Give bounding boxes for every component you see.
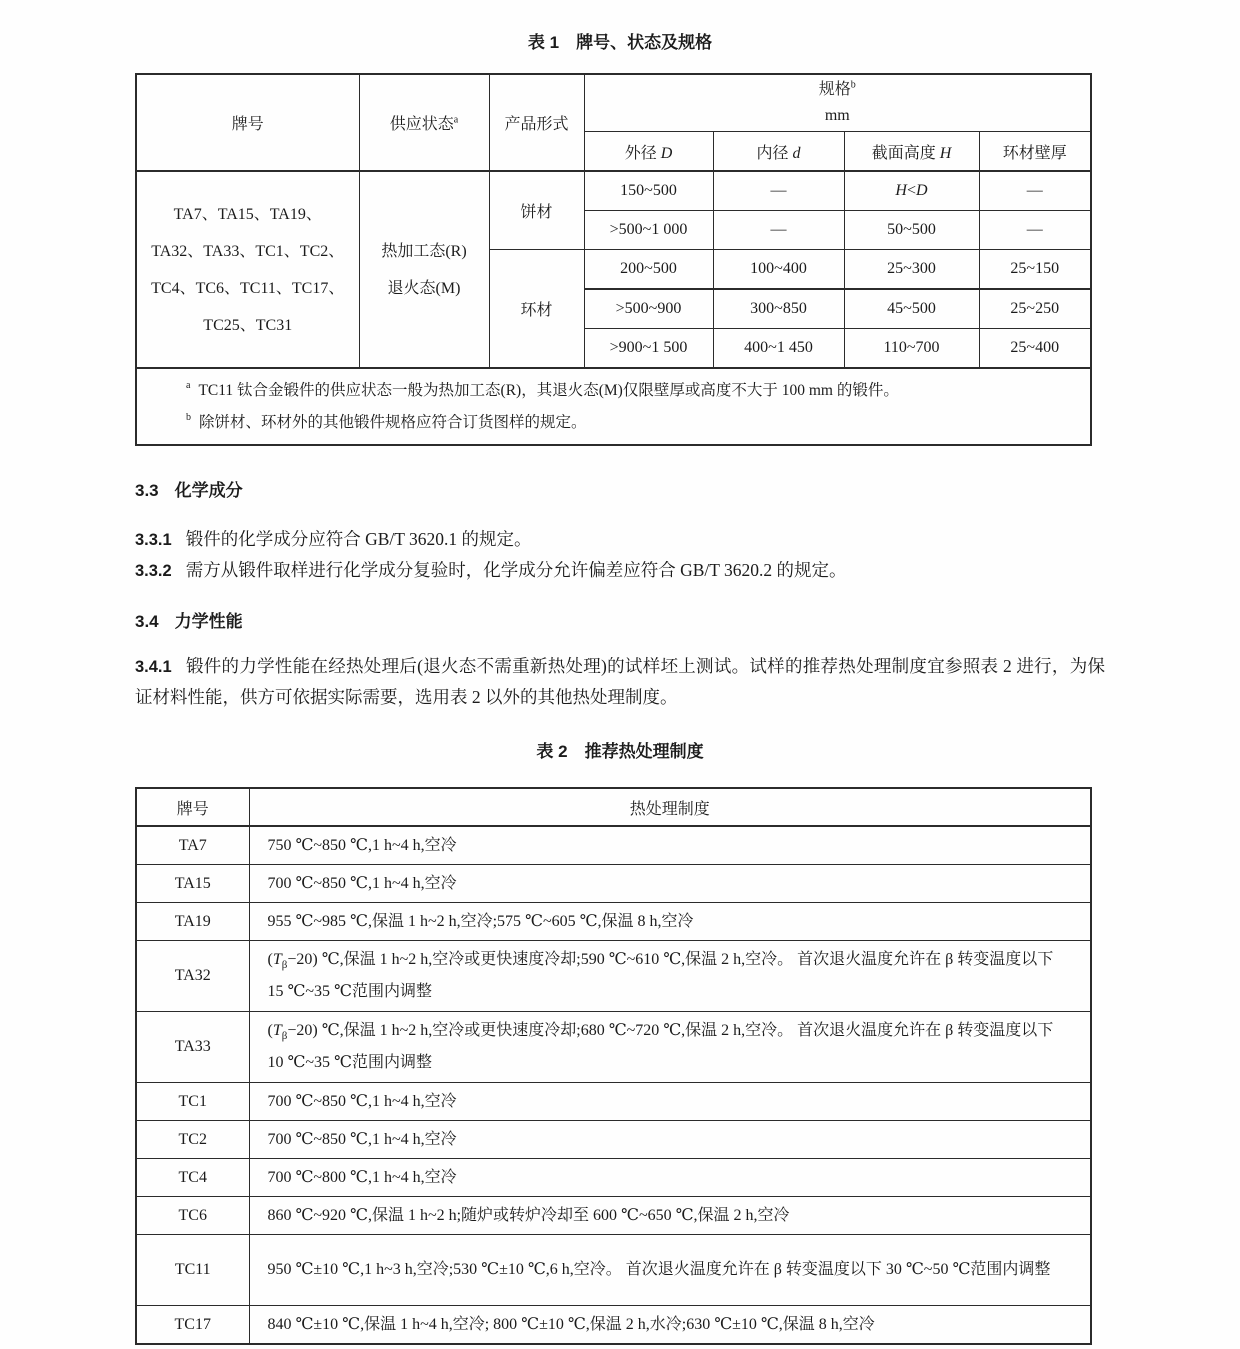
- data-cell: 110~700: [844, 329, 979, 369]
- clause-text: 锻件的力学性能在经热处理后(退火态不需重新热处理)的试样坯上测试。试样的推荐热处理制度宜参照表 2 进行，为保证材料性能，供方可依据实际需要，选用表 2 以外的其他热处理制度。: [135, 656, 1105, 707]
- grade-cell: TC11: [136, 1235, 249, 1306]
- t1-header-spec: [584, 74, 1091, 132]
- table1-footnotes-cell: [136, 368, 1091, 445]
- table-row: [136, 1083, 1091, 1121]
- t1-form-ring: 环材: [489, 250, 584, 369]
- clause-3-3-1: [135, 524, 1105, 555]
- regime-cell: 700 ℃~850 ℃,1 h~4 h,空冷: [249, 1083, 1091, 1121]
- regime-cell: 700 ℃~800 ℃,1 h~4 h,空冷: [249, 1159, 1091, 1197]
- footnote-marker: a: [186, 380, 191, 392]
- grade-cell: TA19: [136, 903, 249, 941]
- data-cell: 400~1 450: [713, 329, 844, 369]
- t1-form-disc: 饼材: [489, 171, 584, 250]
- data-cell: H<D: [844, 171, 979, 211]
- regime-cell: 860 ℃~920 ℃,保温 1 h~2 h;随炉或转炉冷却至 600 ℃~650 ℃,保温 2 h,空冷: [249, 1197, 1091, 1235]
- table-row: [136, 1306, 1091, 1345]
- table-row: [136, 1235, 1091, 1306]
- table-row: [136, 1012, 1091, 1083]
- data-cell: 300~850: [713, 289, 844, 329]
- regime-cell: 700 ℃~850 ℃,1 h~4 h,空冷: [249, 1121, 1091, 1159]
- t1-header-spec-unit: mm: [824, 107, 850, 124]
- table-row: [136, 1159, 1091, 1197]
- regime-cell: 840 ℃±10 ℃,保温 1 h~4 h,空冷; 800 ℃±10 ℃,保温 2 h,水冷;630 ℃±10 ℃,保温 8 h,空冷: [249, 1306, 1091, 1345]
- t1-header-product-form: 产品形式: [489, 74, 584, 171]
- clause-3-3-2: [135, 555, 1105, 586]
- t2-header-regime: 热处理制度: [249, 788, 1091, 826]
- section-3-3-heading: [135, 476, 243, 501]
- grade-cell: TA32: [136, 941, 249, 1012]
- data-cell: 200~500: [584, 250, 713, 290]
- section-title: 化学成分: [174, 481, 243, 500]
- data-cell: —: [979, 171, 1091, 211]
- grade-cell: TA7: [136, 826, 249, 865]
- footnote-text: TC11 钛合金锻件的供应状态一般为热加工态(R)，其退火态(M)仅限壁厚或高度不大于 100 mm 的锻件。: [198, 381, 899, 399]
- t2-header-grade: 牌号: [136, 788, 249, 826]
- clause-number: 3.3.2: [135, 562, 172, 580]
- table-row: [136, 1121, 1091, 1159]
- t1-header-grade: 牌号: [136, 74, 359, 171]
- data-cell: 45~500: [844, 289, 979, 329]
- data-cell: 150~500: [584, 171, 713, 211]
- grade-cell: TC17: [136, 1306, 249, 1345]
- data-cell: 25~250: [979, 289, 1091, 329]
- t1-header-spec-label: 规格$^b$: [818, 79, 856, 98]
- data-cell: —: [713, 171, 844, 211]
- data-cell: 50~500: [844, 211, 979, 250]
- table2: [135, 787, 1092, 1345]
- clause-number: 3.3.1: [135, 531, 172, 549]
- t1-header-section-height: 截面高度 H: [844, 132, 979, 172]
- clause-3-4-1: [135, 651, 1105, 712]
- table1: [135, 73, 1092, 446]
- regime-cell: 750 ℃~850 ℃,1 h~4 h,空冷: [249, 826, 1091, 865]
- table-row: [136, 826, 1091, 865]
- regime-cell: 955 ℃~985 ℃,保温 1 h~2 h,空冷;575 ℃~605 ℃,保温 8 h,空冷: [249, 903, 1091, 941]
- data-cell: —: [979, 211, 1091, 250]
- footnote-b: [141, 407, 1086, 439]
- supply-state-line: 热加工态(R): [381, 242, 467, 260]
- table1-caption: 表 1 牌号、状态及规格: [527, 33, 713, 52]
- grade-cell: TC4: [136, 1159, 249, 1197]
- table2-caption: 表 2 推荐热处理制度: [536, 742, 704, 761]
- section-title: 力学性能: [174, 612, 243, 631]
- table1-footnotes-row: [136, 368, 1091, 445]
- section-number: 3.3: [135, 481, 159, 500]
- t1-grades-cell: TA7、TA15、TA19、TA32、TA33、TC1、TC2、TC4、TC6、TC11、TC17、TC25、TC31: [136, 171, 359, 368]
- data-cell: —: [713, 211, 844, 250]
- grade-cell: TA33: [136, 1012, 249, 1083]
- clause-text: 锻件的化学成分应符合 GB/T 3620.1 的规定。: [185, 529, 532, 549]
- clause-text: 需方从锻件取样进行化学成分复验时，化学成分允许偏差应符合 GB/T 3620.2 的规定。: [185, 560, 847, 580]
- t1-header-wall-thickness: 环材壁厚: [979, 132, 1091, 172]
- footnote-text: 除饼材、环材外的其他锻件规格应符合订货图样的规定。: [199, 413, 587, 431]
- grade-cell: TA15: [136, 865, 249, 903]
- footnote-marker: b: [186, 412, 191, 424]
- supply-state-line: 退火态(M): [387, 279, 461, 297]
- section-3-4-heading: [135, 607, 243, 632]
- data-cell: >500~900: [584, 289, 713, 329]
- regime-cell: $(T_\beta-20)$ ℃,保温 1 h~2 h,空冷或更快速度冷却;590 ℃~610 ℃,保温 2 h,空冷。 首次退火温度允许在 β 转变温度以下 15 ℃~35 ℃范围内调整: [249, 941, 1091, 1012]
- data-cell: 100~400: [713, 250, 844, 290]
- clause-number: 3.4.1: [135, 658, 172, 676]
- t1-supply-state-cell: [359, 171, 489, 368]
- t1-header-outer-diameter: 外径 D: [584, 132, 713, 172]
- regime-cell: 700 ℃~850 ℃,1 h~4 h,空冷: [249, 865, 1091, 903]
- regime-cell: $(T_\beta-20)$ ℃,保温 1 h~2 h,空冷或更快速度冷却;680 ℃~720 ℃,保温 2 h,空冷。 首次退火温度允许在 β 转变温度以下 10 ℃~35 ℃范围内调整: [249, 1012, 1091, 1083]
- grade-cell: TC2: [136, 1121, 249, 1159]
- table-row: [136, 865, 1091, 903]
- regime-cell: 950 ℃±10 ℃,1 h~3 h,空冷;530 ℃±10 ℃,6 h,空冷。 首次退火温度允许在 β 转变温度以下 30 ℃~50 ℃范围内调整: [249, 1235, 1091, 1306]
- data-cell: 25~400: [979, 329, 1091, 369]
- grade-cell: TC6: [136, 1197, 249, 1235]
- data-cell: >500~1 000: [584, 211, 713, 250]
- table-row: [136, 941, 1091, 1012]
- data-cell: 25~300: [844, 250, 979, 290]
- t1-header-supply-state: 供应状态$^a$: [359, 74, 489, 171]
- t1-header-inner-diameter: 内径 d: [713, 132, 844, 172]
- footnote-a: [141, 375, 1086, 407]
- data-cell: >900~1 500: [584, 329, 713, 369]
- data-cell: 25~150: [979, 250, 1091, 290]
- grade-cell: TC1: [136, 1083, 249, 1121]
- table-row: [136, 171, 1091, 211]
- section-number: 3.4: [135, 612, 159, 631]
- table-row: [136, 1197, 1091, 1235]
- table-row: [136, 903, 1091, 941]
